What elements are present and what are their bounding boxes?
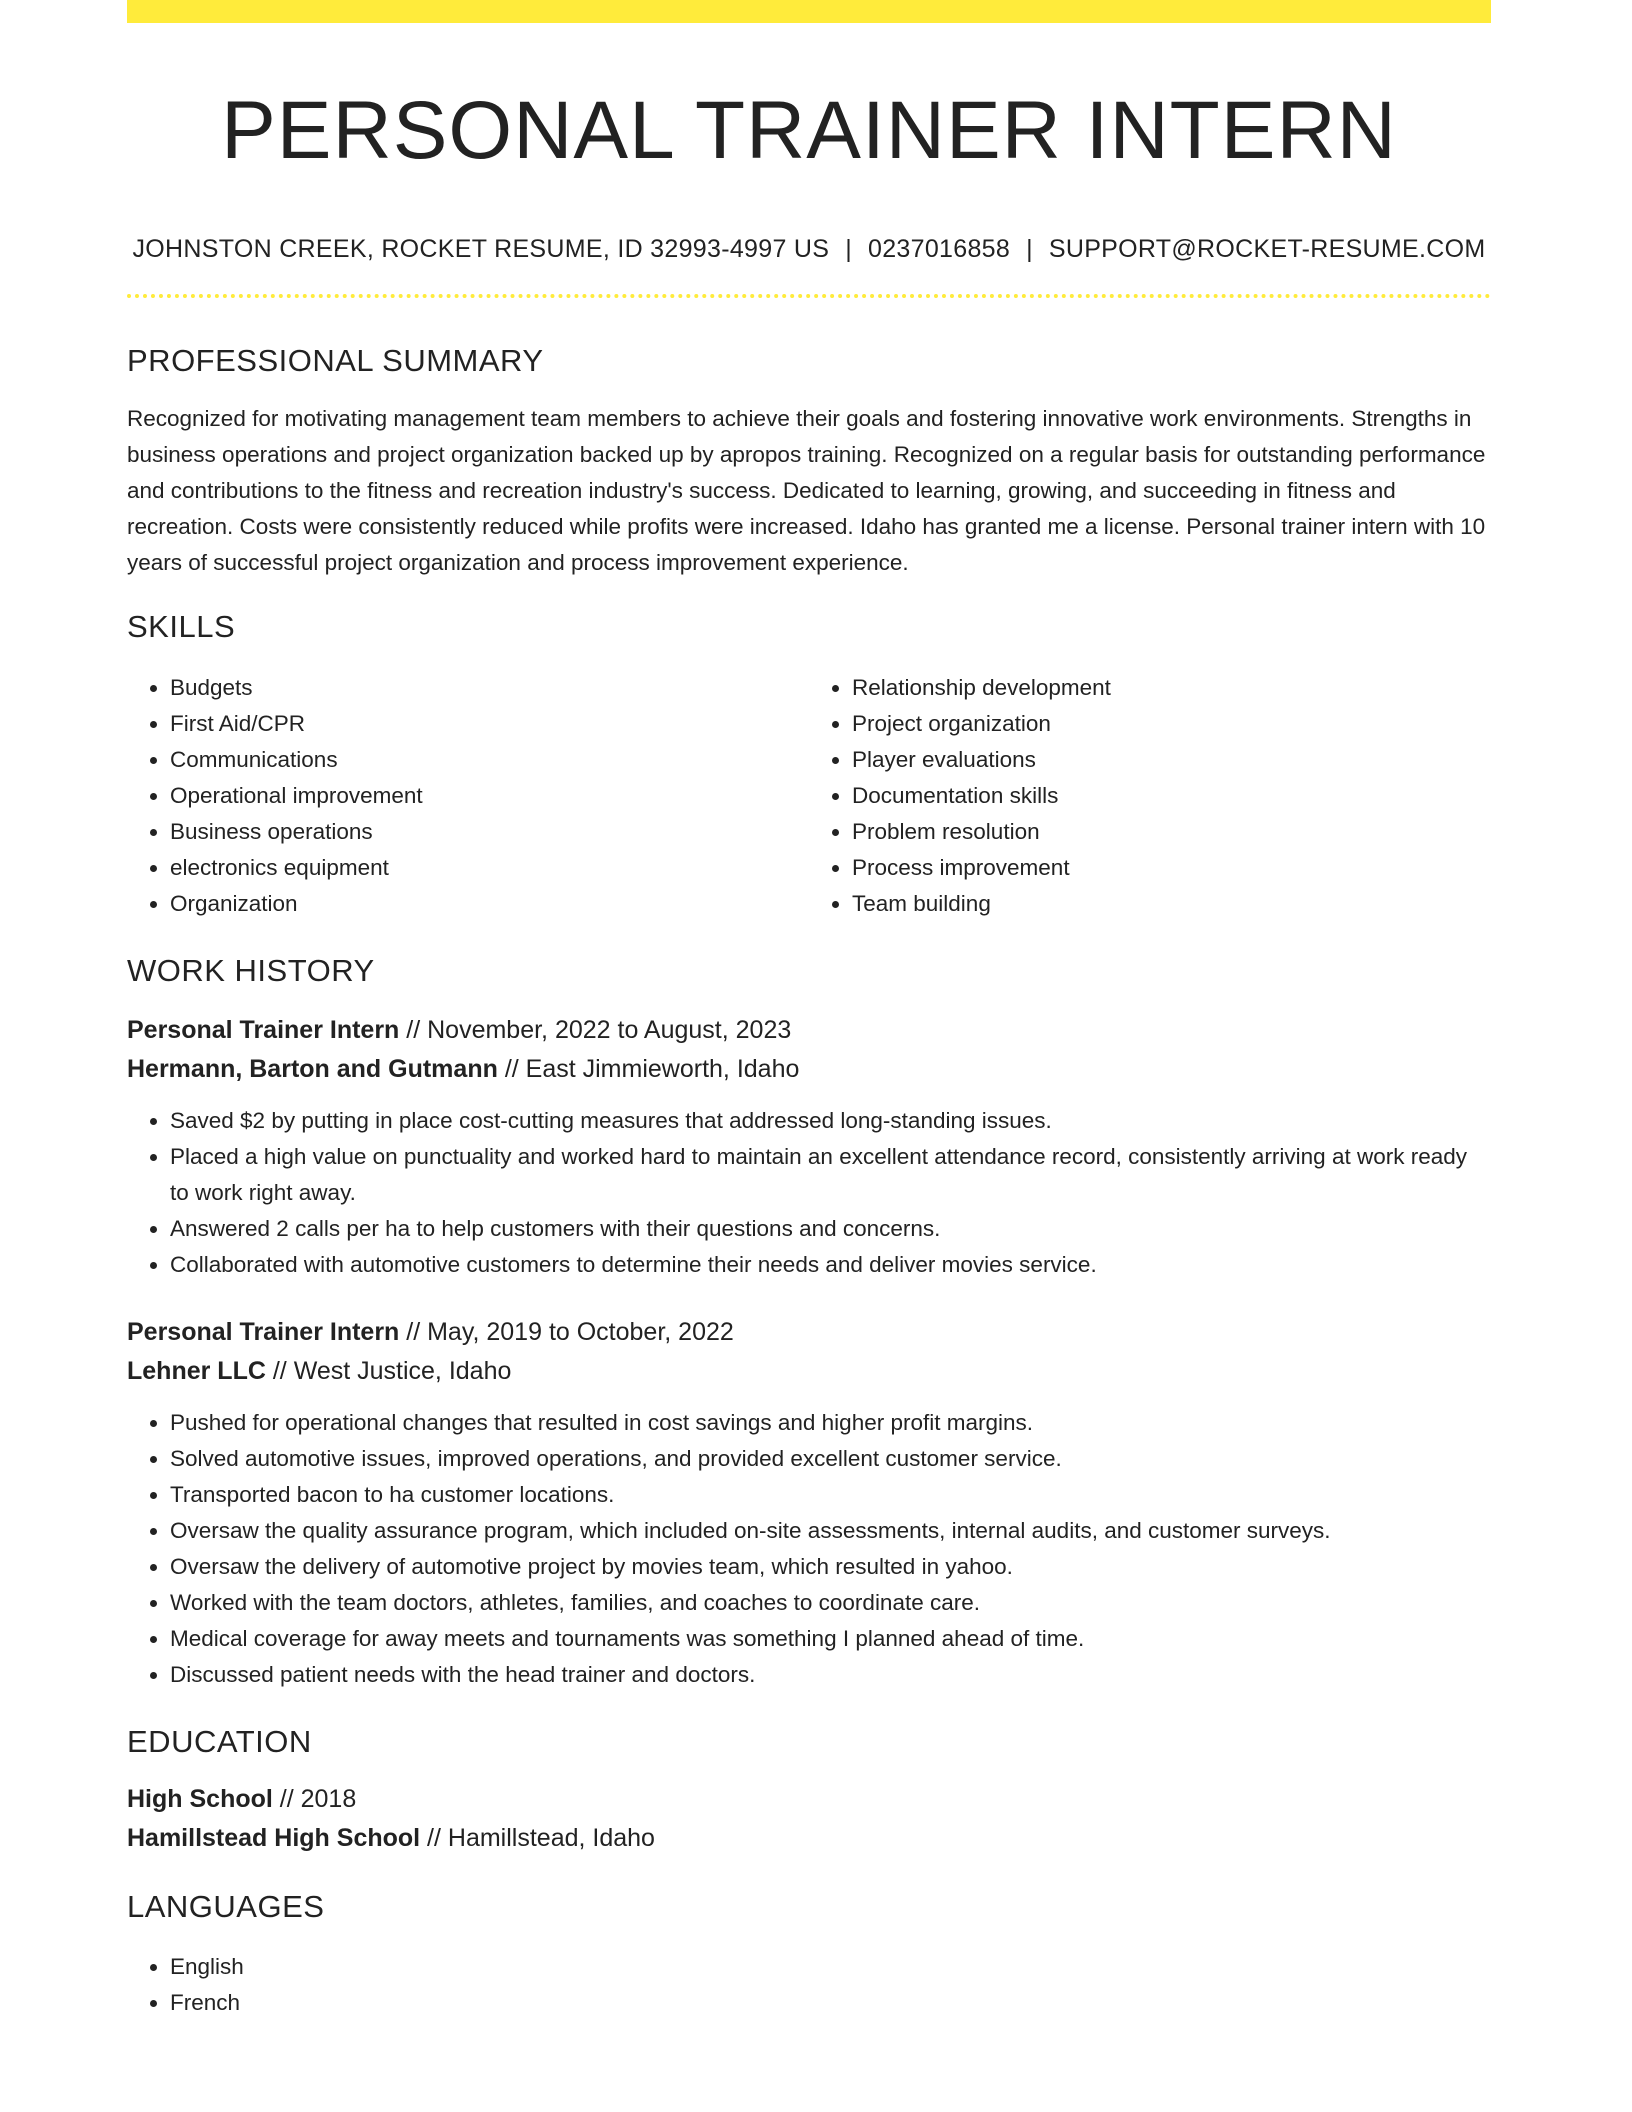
job-entry xyxy=(127,1011,1491,1283)
education-school-line xyxy=(127,1819,1491,1858)
job-role: Personal Trainer Intern xyxy=(127,1317,400,1346)
skill-item: • Team building xyxy=(852,886,1491,922)
job-bullet: • Collaborated with automotive customers to determine their needs and deliver movies service. xyxy=(170,1247,1491,1283)
candidate-name: PERSONAL TRAINER INTERN xyxy=(221,85,1397,176)
job-dates: // May, 2019 to October, 2022 xyxy=(399,1317,734,1346)
contact-separator: | xyxy=(1026,235,1033,264)
skill-item: • electronics equipment xyxy=(170,850,809,886)
languages-heading: LANGUAGES xyxy=(127,1888,325,1924)
job-bullets xyxy=(127,1103,1491,1283)
job-bullet: • Discussed patient needs with the head trainer and doctors. xyxy=(170,1657,1491,1693)
job-bullets xyxy=(127,1405,1491,1693)
skills-list xyxy=(127,670,1491,922)
job-bullet: • Oversaw the quality assurance program, which included on-site assessments, internal audits, and customer surveys. xyxy=(170,1513,1491,1549)
skill-item: • Organization xyxy=(170,886,809,922)
education-location: // Hamillstead, Idaho xyxy=(420,1823,655,1852)
job-bullet: • Medical coverage for away meets and tournaments was something I planned ahead of time. xyxy=(170,1621,1491,1657)
job-location: // East Jimmieworth, Idaho xyxy=(497,1054,800,1083)
skill-item: • Problem resolution xyxy=(852,814,1491,850)
work-history-heading: WORK HISTORY xyxy=(127,952,375,988)
job-dates: // November, 2022 to August, 2023 xyxy=(399,1015,792,1044)
header-divider xyxy=(127,294,1491,298)
skill-item: • Communications xyxy=(170,742,809,778)
contact-address: JOHNSTON CREEK, ROCKET RESUME, ID 32993-4997 US xyxy=(132,235,830,264)
job-bullet: • Saved $2 by putting in place cost-cutting measures that addressed long-standing issues. xyxy=(170,1103,1491,1139)
job-location: // West Justice, Idaho xyxy=(265,1356,512,1385)
job-bullet: • Oversaw the delivery of automotive project by movies team, which resulted in yahoo. xyxy=(170,1549,1491,1585)
skills-heading: SKILLS xyxy=(127,609,236,645)
job-bullet: • Worked with the team doctors, athletes, families, and coaches to coordinate care. xyxy=(170,1585,1491,1621)
education-year: // 2018 xyxy=(272,1784,357,1813)
skill-item: • Relationship development xyxy=(852,670,1491,706)
education-entry xyxy=(127,1780,1491,1858)
skills-column-left xyxy=(127,670,809,922)
job-role-line xyxy=(127,1313,1491,1352)
job-company: Hermann, Barton and Gutmann xyxy=(127,1054,498,1083)
contact-email: SUPPORT@ROCKET-RESUME.COM xyxy=(1048,235,1486,264)
skill-item: • Player evaluations xyxy=(852,742,1491,778)
education-degree: High School xyxy=(127,1784,273,1813)
skill-item: • Business operations xyxy=(170,814,809,850)
job-bullet: • Placed a high value on punctuality and worked hard to maintain an excellent attendance record, consistently arriving at work ready to work right away. xyxy=(170,1139,1491,1211)
skill-item: • First Aid/CPR xyxy=(170,706,809,742)
skill-item: • Operational improvement xyxy=(170,778,809,814)
contact-phone: 0237016858 xyxy=(868,235,1011,264)
education-school: Hamillstead High School xyxy=(127,1823,421,1852)
skill-item: • Process improvement xyxy=(852,850,1491,886)
education-degree-line xyxy=(127,1780,1491,1819)
accent-top-bar xyxy=(127,0,1491,23)
skills-column-right xyxy=(809,670,1491,922)
contact-separator: | xyxy=(845,235,853,264)
job-role: Personal Trainer Intern xyxy=(127,1015,400,1044)
job-role-line xyxy=(127,1011,1491,1050)
skill-item: • Project organization xyxy=(852,706,1491,742)
skill-item: • Documentation skills xyxy=(852,778,1491,814)
resume-page xyxy=(127,0,1491,2021)
job-bullet: • Transported bacon to ha customer locations. xyxy=(170,1477,1491,1513)
job-bullet: • Solved automotive issues, improved operations, and provided excellent customer service. xyxy=(170,1441,1491,1477)
language-item: • English xyxy=(170,1949,1491,1985)
job-company: Lehner LLC xyxy=(127,1356,266,1385)
education-heading: EDUCATION xyxy=(127,1723,312,1759)
job-company-line xyxy=(127,1050,1491,1089)
job-company-line xyxy=(127,1352,1491,1391)
summary-text: Recognized for motivating management team members to achieve their goals and fostering innovative work environments. Strengths in business operations and project organization backed up by apropos training. Recognized on a regular basis for outstanding performance and contributions to the fitness and recreation industry's success. Dedicated to learning, growing, and succeeding in fitness and recreation. Costs were consistently reduced while profits were increased. Idaho has granted me a license. Personal trainer intern with 10 years of successful project organization and process improvement experience. xyxy=(127,406,1486,575)
job-bullet: • Pushed for operational changes that resulted in cost savings and higher profit margins. xyxy=(170,1405,1491,1441)
contact-line xyxy=(127,234,1491,264)
language-item: • French xyxy=(170,1985,1491,2021)
skill-item: • Budgets xyxy=(170,670,809,706)
job-bullet: • Answered 2 calls per ha to help customers with their questions and concerns. xyxy=(170,1211,1491,1247)
languages-list xyxy=(127,1949,1491,2021)
summary-heading: PROFESSIONAL SUMMARY xyxy=(127,343,544,379)
job-entry xyxy=(127,1313,1491,1693)
